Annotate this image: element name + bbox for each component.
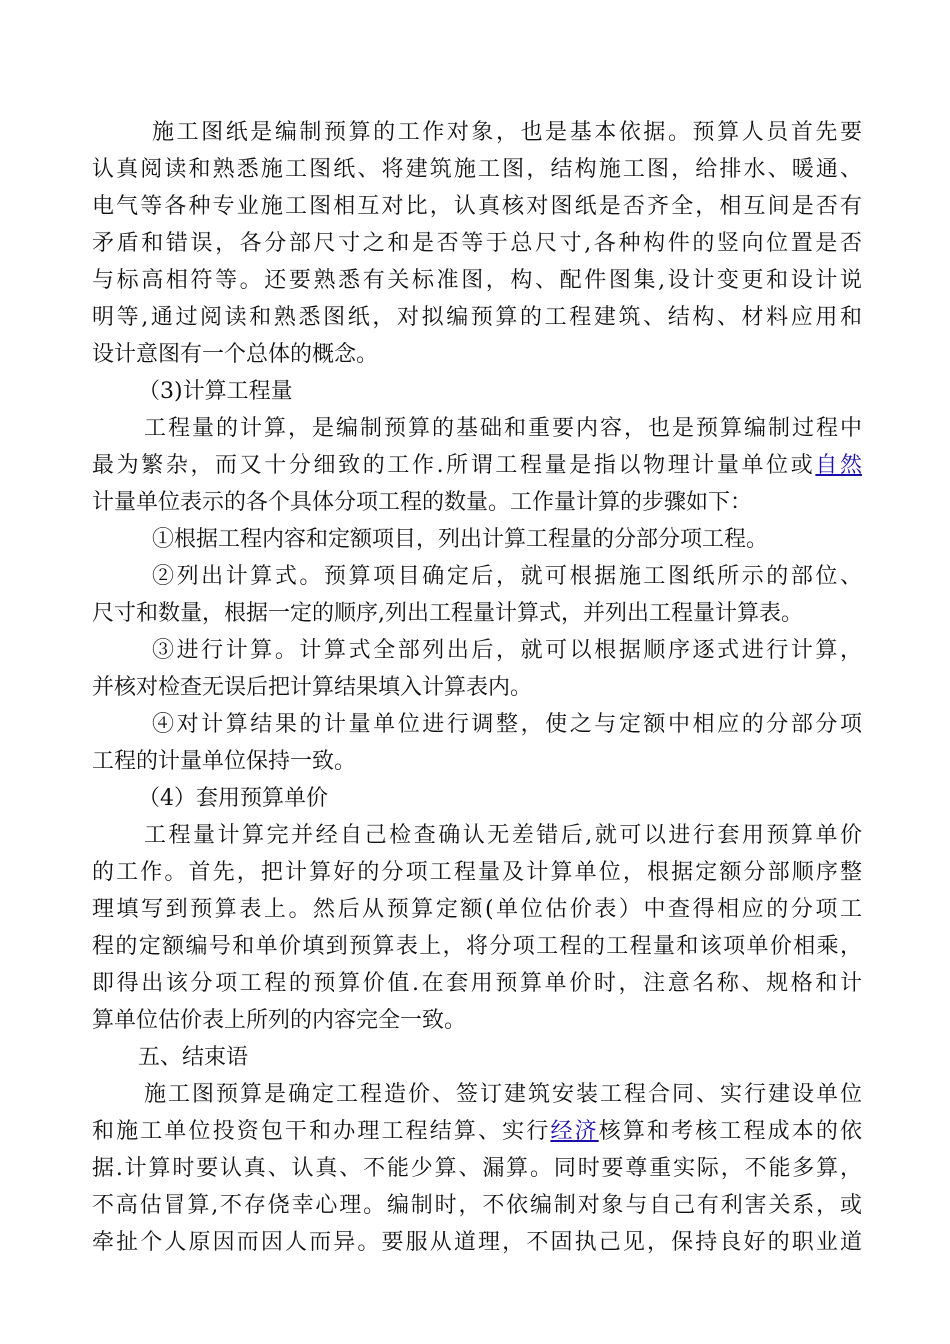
paragraph-text: 最为繁杂，而又十分细致的工作.所谓工程量是指以物理计量单位或 [92, 453, 816, 478]
step-item: ①根据工程内容和定额项目，列出计算工程量的分部分项工程。 [152, 527, 769, 552]
paragraph-line: 工程的计量单位保持一致。 [92, 749, 357, 774]
section-heading: （3)计算工程量 [138, 379, 293, 404]
section-heading: （4）套用预算单价 [138, 786, 328, 811]
paragraph-line: 并核对检查无误后把计算结果填入计算表内。 [92, 675, 533, 700]
paragraph-line: 工程量的计算，是编制预算的基础和重要内容，也是预算编制过程中 [144, 416, 862, 441]
hyperlink-jingji[interactable]: 经济 [550, 1119, 599, 1144]
paragraph-line [92, 447, 862, 484]
paragraph-line: 矛盾和错误，各分部尺寸之和是否等于总尺寸,各种构件的竖向位置是否 [92, 231, 862, 256]
paragraph-line: 尺寸和数量，根据一定的顺序,列出工程量计算式，并列出工程量计算表。 [92, 601, 803, 626]
paragraph-line: 明等,通过阅读和熟悉图纸，对拟编预算的工程建筑、结构、材料应用和 [92, 305, 862, 330]
step-item: ④对计算结果的计量单位进行调整，使之与定额中相应的分部分项 [152, 712, 862, 737]
paragraph-line: 程的定额编号和单价填到预算表上，将分项工程的工程量和该项单价相乘， [92, 934, 862, 959]
paragraph-line: 施工图纸是编制预算的工作对象，也是基本依据。预算人员首先要 [152, 120, 862, 145]
paragraph-line: 认真阅读和熟悉施工图纸、将建筑施工图，结构施工图，给排水、暖通、 [92, 157, 862, 182]
paragraph-line: 据.计算时要认真、认真、不能少算、漏算。同时要尊重实际，不能多算， [92, 1156, 862, 1181]
paragraph-line: 的工作。首先，把计算好的分项工程量及计算单位，根据定额分部顺序整 [92, 860, 862, 885]
paragraph-line: 施工图预算是确定工程造价、签订建筑安装工程合同、实行建设单位 [144, 1082, 862, 1107]
paragraph-line: 计量单位表示的各个具体分项工程的数量。工作量计算的步骤如下： [92, 490, 753, 515]
document-body [92, 114, 862, 1261]
paragraph-line: 理填写到预算表上。然后从预算定额(单位估价表）中查得相应的分项工 [92, 897, 862, 922]
paragraph-line: 工程量计算完并经自己检查确认无差错后,就可以进行套用预算单价 [144, 823, 862, 848]
paragraph-line: 不高估冒算,不存侥幸心理。编制时，不依编制对象与自己有利害关系，或 [92, 1193, 862, 1218]
step-item: ②列出计算式。预算项目确定后，就可根据施工图纸所示的部位、 [152, 564, 862, 589]
paragraph-line: 算单位估价表上所列的内容完全一致。 [92, 1008, 467, 1033]
paragraph-line: 牵扯个人原因而因人而异。要服从道理，不固执己见，保持良好的职业道 [92, 1230, 862, 1255]
section-heading: 五、结束语 [138, 1045, 249, 1070]
paragraph-line: 设计意图有一个总体的概念。 [92, 342, 379, 367]
hyperlink-ziran[interactable]: 自然 [815, 453, 862, 478]
step-item: ③进行计算。计算式全部列出后，就可以根据顺序逐式进行计算， [152, 638, 862, 663]
paragraph-line [92, 1113, 862, 1150]
paragraph-line: 与标高相符等。还要熟悉有关标准图，构、配件图集,设计变更和设计说 [92, 268, 862, 293]
paragraph-line: 电气等各种专业施工图相互对比，认真核对图纸是否齐全，相互间是否有 [92, 194, 862, 219]
paragraph-text: 核算和考核工程成本的依 [598, 1119, 862, 1144]
paragraph-line: 即得出该分项工程的预算价值.在套用预算单价时，注意名称、规格和计 [92, 971, 862, 996]
paragraph-text: 和施工单位投资包干和办理工程结算、实行 [92, 1119, 551, 1144]
